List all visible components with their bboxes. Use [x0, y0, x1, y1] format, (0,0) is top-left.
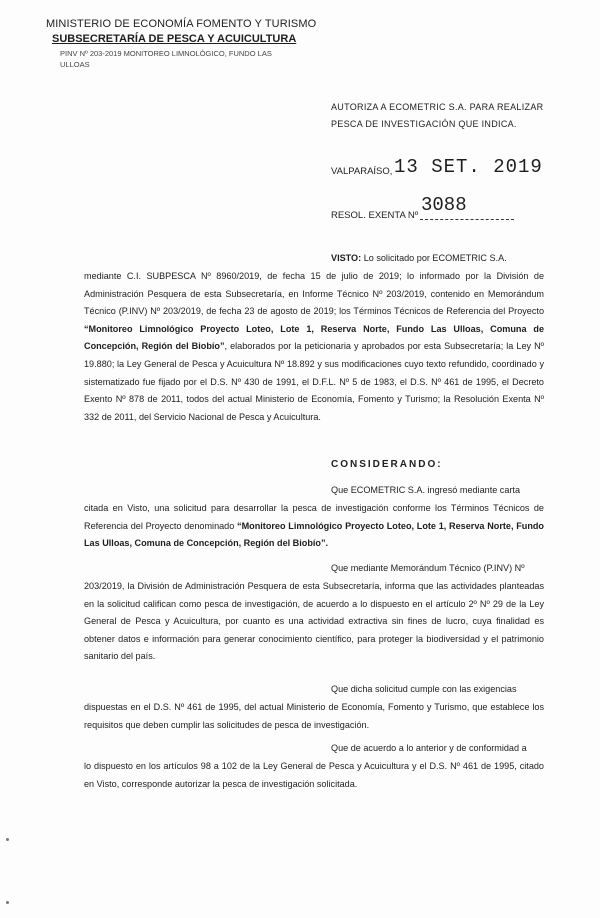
scan-speck [6, 838, 9, 841]
visto-lead: Lo solicitado por ECOMETRIC S.A. [363, 253, 507, 263]
date-stamp: 13 SET. 2019 [394, 156, 543, 178]
resolution-subject: AUTORIZA A ECOMETRIC S.A. PARA REALIZAR PESCA DE INVESTIGACIÓN QUE INDICA. [331, 102, 544, 129]
subsecretaria-header: SUBSECRETARÍA DE PESCA Y ACUICULTURA [52, 33, 297, 45]
visto-label: VISTO: [331, 253, 362, 263]
considerando-label: CONSIDERANDO: [331, 459, 443, 470]
considerando-4-lead: Que de acuerdo a lo anterior y de conformidad a [331, 743, 527, 753]
considerando-2-body: 203/2019, la División de Administración Pesquera de esta Subsecretaría, informa que las actividades planteadas en la solicitud califican como pesca de investigación, de acuerdo a lo dispuesto en el artículo 2º Nº 29 de la Ley General de Pesca y Acuicultura, por cuanto es una actividad extractiva sin fines de lucro, cuya finalidad es obtener datos e información para generar conocimiento científico, para proteger la biodiversidad y el patrimonio sanitario del país. [84, 581, 544, 662]
date-label: VALPARAÍSO, [331, 166, 393, 177]
ministry-header: MINISTERIO DE ECONOMÍA FOMENTO Y TURISMO [46, 18, 317, 30]
faded-stamp [150, 70, 230, 126]
considerando-2-lead: Que mediante Memorándum Técnico (P.INV) Nº [331, 563, 525, 573]
considerando-1-lead: Que ECOMETRIC S.A. ingresó mediante carta [331, 485, 521, 495]
resolution-label: RESOL. EXENTA Nº [331, 210, 419, 221]
considerando-1-project: “Monitoreo Limnológico Proyecto Loteo, Lote 1, Reserva Norte, Fundo Las Ulloas, Comuna de Concepción, Región del Biobío”. [84, 520, 544, 549]
visto-first-line [331, 250, 543, 268]
considerando-3-body: dispuestas en el D.S. Nº 461 de 1995, del actual Ministerio de Economía, Fomento y Turismo, que establece los requisitos que deben cumplir las solicitudes de pesca de investigación. [84, 702, 544, 730]
considerando-1-text: citada en Visto, una solicitud para desarrollar la pesca de investigación conforme los Términos Técnicos de Referencia del Proyecto denominado [84, 503, 544, 531]
considerando-3-lead: Que dicha solicitud cumple con las exigencias [331, 684, 517, 694]
visto-paragraph [84, 268, 544, 426]
resolution-underline [420, 219, 514, 220]
visto-body-1: mediante C.I. SUBPESCA Nº 8960/2019, de fecha 15 de julio de 2019; lo informado por la División de Administración Pesquera de esta Subsecretaría, en Informe Técnico Nº 203/2019, contenido en Memorándum Técnico (P.INV) Nº 203/2019, de fecha 23 de agosto de 2019; los Términos Técnicos de Referencia del Proyecto [84, 271, 544, 317]
reference-line: PINV Nº 203-2019 MONITOREO LIMNOLÓGICO, FUNDO LAS ULLOAS [60, 49, 272, 69]
considerando-1-body [84, 500, 544, 553]
visto-body-2: , elaborados por la peticionaria y aprobados por esta Subsecretaría; la Ley Nº 19.880; la Ley General de Pesca y Acuicultura Nº 18.892 y sus modificaciones cuyo texto refundido, coordinado y sistematizado fue fijado por el D.S. Nº 430 de 1991, el D.F.L. Nº 5 de 1983, el D.S. Nº 461 de 1995, el Decreto Exento Nº 878 de 2011, todos del actual Ministerio de Economía, Fomento y Turismo; la Resolución Exenta Nº 332 de 2011, del Servicio Nacional de Pesca y Acuicultura. [84, 341, 545, 422]
resolution-number: 3088 [421, 194, 467, 216]
scan-speck [6, 901, 9, 904]
considerando-4-body: lo dispuesto en los artículos 98 a 102 de la Ley General de Pesca y Acuicultura y el D.S. Nº 461 de 1995, citado en Visto, corresponde autorizar la pesca de investigación solicitada. [84, 761, 544, 789]
visto-project-title: “Monitoreo Limnológico Proyecto Loteo, Lote 1, Reserva Norte, Fundo Las Ulloas, Comuna de Concepción, Región del Biobío” [84, 323, 544, 352]
